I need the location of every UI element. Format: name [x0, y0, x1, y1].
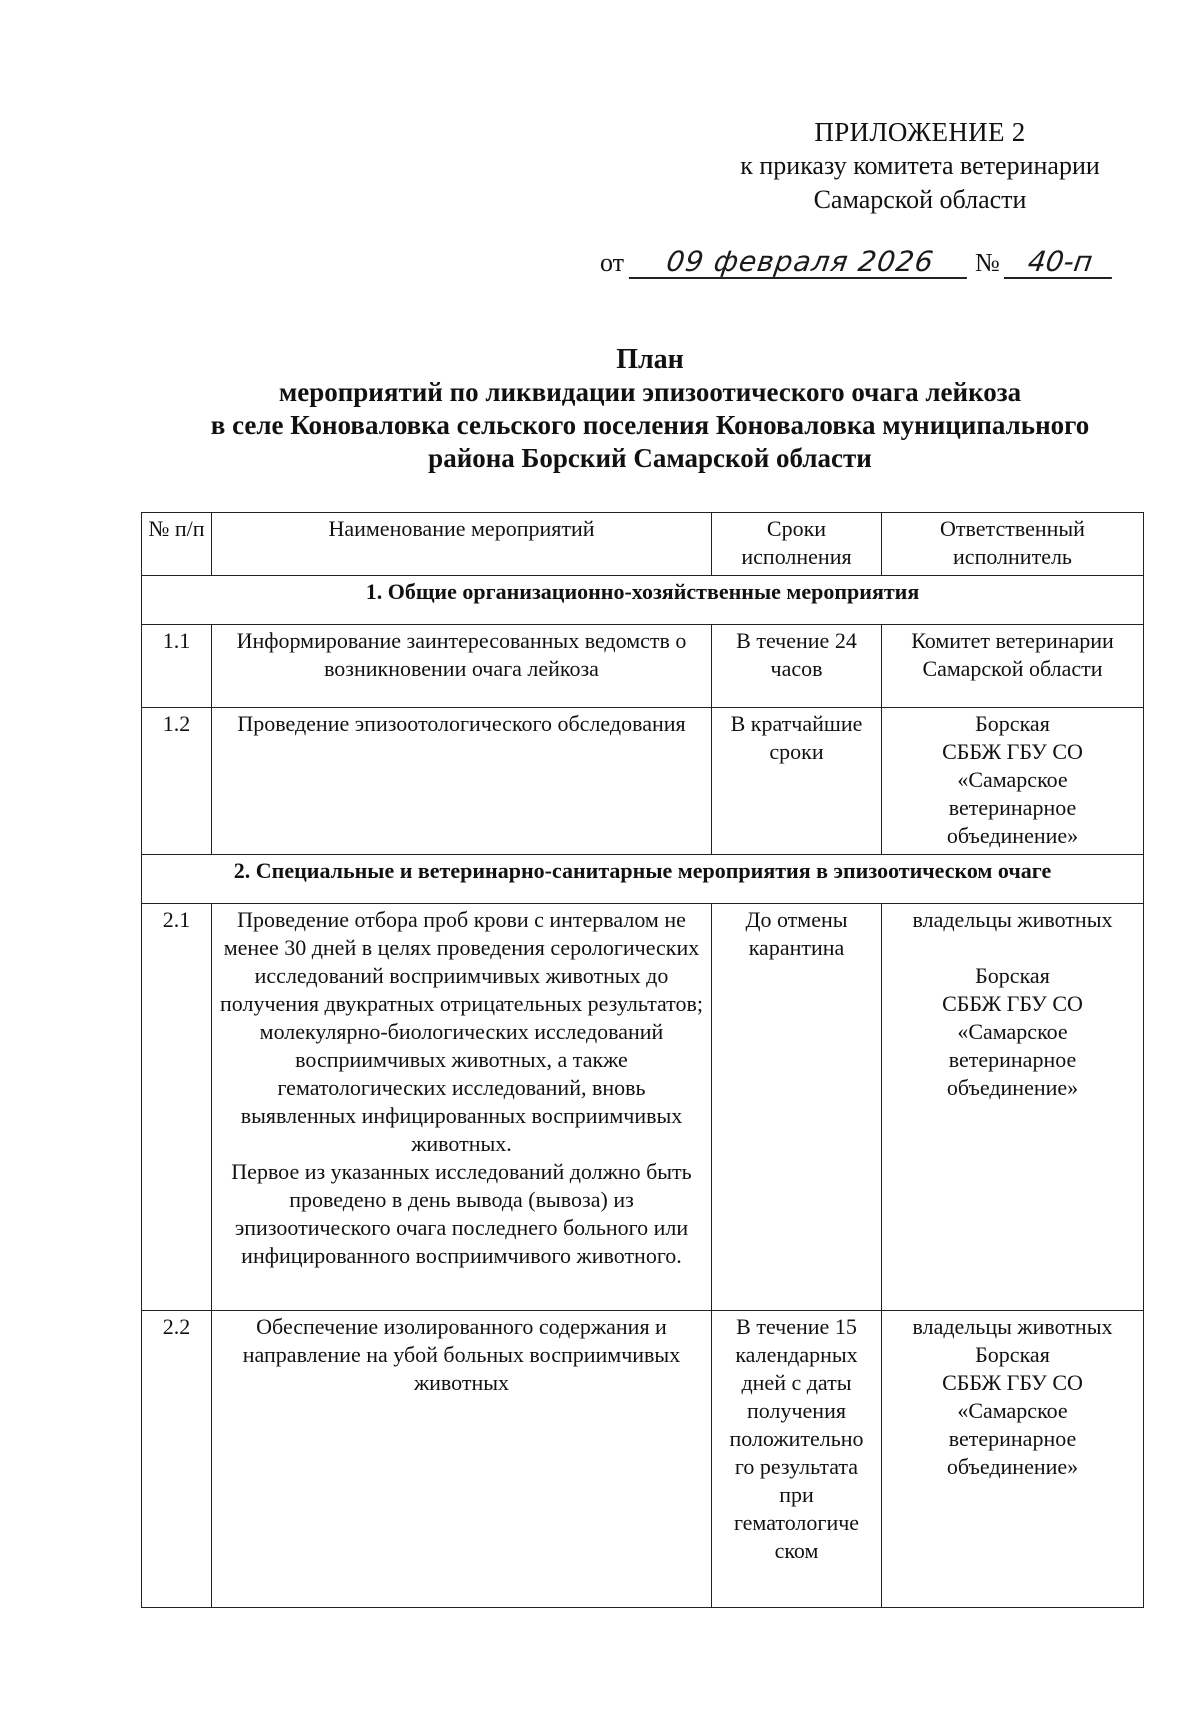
- section-row-2: [142, 855, 1144, 904]
- cell-term: До отмены карантина: [712, 904, 882, 1311]
- cell-name: Проведение эпизоотологического обследования: [212, 708, 712, 855]
- cell-resp: владельцы животных Борская СББЖ ГБУ СО «Самарское ветеринарное объединение»: [882, 1311, 1144, 1608]
- cell-num: 2.1: [142, 904, 212, 1311]
- table-row: [142, 625, 1144, 708]
- handwritten-number: 40-п: [1004, 247, 1116, 279]
- header-num: № п/п: [142, 513, 212, 576]
- plan-title-line-4: района Борский Самарской области: [428, 443, 872, 473]
- header-term: Сроки исполнения: [712, 513, 882, 576]
- cell-num: 1.1: [142, 625, 212, 708]
- cell-resp: владельцы животных Борская СББЖ ГБУ СО «Самарское ветеринарное объединение»: [882, 904, 1144, 1311]
- order-number-label: №: [975, 248, 1000, 277]
- cell-num: 2.2: [142, 1311, 212, 1608]
- appendix-line-2: Самарской области: [813, 185, 1027, 214]
- plan-title-line-3: в селе Коноваловка сельского поселения Коноваловка муниципального: [210, 410, 1090, 440]
- cell-name: Проведение отбора проб крови с интервалом не менее 30 дней в целях проведения серологических исследований восприимчивых животных до получения двукратных отрицательных результатов; молекулярно-биологических исследований восприимчивых животных, а также гематологических исследований, вновь выявленных инфицированных восприимчивых животных. Первое из указанных исследований должно быть проведено в день вывода (вывоза) из эпизоотического очага последнего больного или инфицированного восприимчивого животного.: [212, 904, 712, 1311]
- plan-title: [100, 343, 1200, 475]
- section-title-2: 2. Специальные и ветеринарно-санитарные мероприятия в эпизоотическом очаге: [142, 855, 1144, 904]
- table-row: [142, 904, 1144, 1311]
- table-row: [142, 708, 1144, 855]
- plan-title-line-1: План: [616, 344, 684, 375]
- handwritten-date: 09 февраля 2026: [628, 247, 970, 279]
- cell-name: Информирование заинтересованных ведомств о возникновении очага лейкоза: [212, 625, 712, 708]
- plan-title-line-2: мероприятий по ликвидации эпизоотического очага лейкоза: [278, 377, 1022, 407]
- cell-resp: Комитет ветеринарии Самарской области: [882, 625, 1144, 708]
- table-row: [142, 1311, 1144, 1608]
- measures-table: [141, 512, 1144, 1608]
- cell-name: Обеспечение изолированного содержания и направление на убой больных восприимчивых животных: [212, 1311, 712, 1608]
- cell-term: В течение 24 часов: [712, 625, 882, 708]
- header-resp: Ответственный исполнитель: [882, 513, 1144, 576]
- section-row-1: [142, 576, 1144, 625]
- appendix-title: ПРИЛОЖЕНИЕ 2: [814, 117, 1026, 147]
- cell-term: В течение 15 календарных дней с даты получения положительно го результата при гематологиче ском: [712, 1311, 882, 1608]
- order-date-number: [600, 243, 1140, 283]
- appendix-block: [700, 115, 1140, 217]
- header-name: Наименование мероприятий: [212, 513, 712, 576]
- appendix-line-1: к приказу комитета ветеринарии: [740, 151, 1100, 180]
- section-title-1: 1. Общие организационно-хозяйственные мероприятия: [142, 576, 1144, 625]
- table-header-row: [142, 513, 1144, 576]
- cell-term: В кратчайшие сроки: [712, 708, 882, 855]
- cell-resp: Борская СББЖ ГБУ СО «Самарское ветеринарное объединение»: [882, 708, 1144, 855]
- cell-num: 1.2: [142, 708, 212, 855]
- order-prefix: от: [600, 248, 625, 277]
